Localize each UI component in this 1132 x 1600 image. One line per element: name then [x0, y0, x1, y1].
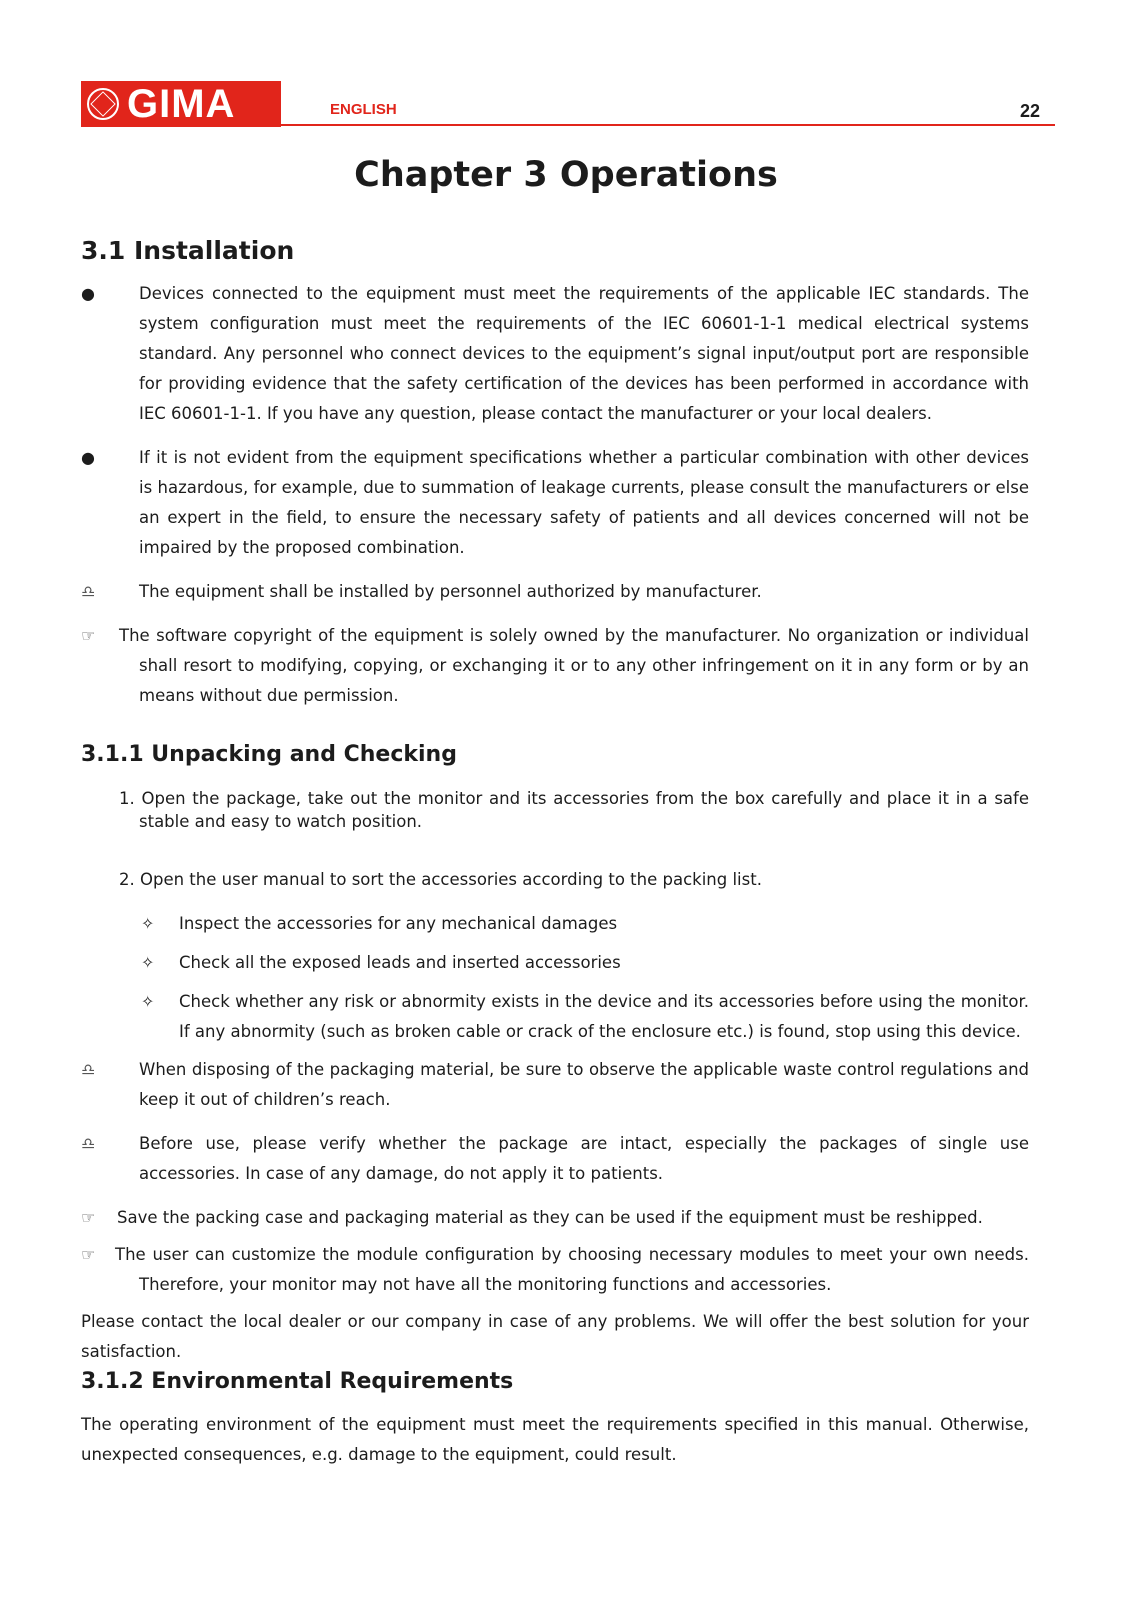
warning-paragraph: Devices connected to the equipment must meet the requirements of the applicable IEC standards. The system configuration must meet the requirements of the IEC 60601-1-1 medical electrical systems standard. Any personnel who connect devices to the equipment’s signal input/output port are responsible for providing evidence that the safety certification of the devices has been performed in accordance with IEC 60601-1-1. If you have any question, please contact the manufacturer or your local dealers.: [139, 284, 1029, 423]
caution-paragraph: When disposing of the packaging material, be sure to observe the applicable waste control regulations and keep it out of children’s reach.: [139, 1060, 1029, 1109]
page-number: 22: [1020, 101, 1041, 121]
caution-paragraph: Before use, please verify whether the package are intact, especially the packages of single use accessories. In case of any damage, do not apply it to patients.: [139, 1134, 1029, 1183]
caution-paragraph: The equipment shall be installed by personnel authorized by manufacturer.: [139, 582, 762, 601]
header-rule: [281, 124, 1055, 126]
section-heading-environment: 3.1.2 Environmental Requirements: [81, 1369, 514, 1394]
contact-paragraph: Please contact the local dealer or our company in case of any problems. We will offer the best solution for your satisfaction.: [81, 1312, 1029, 1361]
section-heading-installation: 3.1 Installation: [81, 236, 295, 265]
environment-paragraph: The operating environment of the equipment must meet the requirements specified in this manual. Otherwise, unexpected consequences, e.g. damage to the equipment, could result.: [81, 1415, 1029, 1464]
gima-logo: [81, 81, 281, 127]
diamond-star-icon: ✧: [141, 914, 155, 933]
caution-bell-icon: ♎: [81, 582, 96, 601]
language-label: ENGLISH: [330, 101, 397, 118]
note-pointing-hand-icon: ☞: [81, 626, 96, 645]
note-pointing-hand-icon: ☞: [81, 1208, 96, 1227]
step-item: 1. Open the package, take out the monitor and its accessories from the box carefully and place it in a safe stable and easy to watch position.: [119, 789, 1029, 831]
caution-bell-icon: ♎: [81, 1134, 96, 1153]
caution-bell-icon: ♎: [81, 1060, 96, 1079]
note-paragraph: The user can customize the module configuration by choosing necessary modules to meet your own needs. Therefore, your monitor may not have all the monitoring functions and accessories.: [115, 1245, 1029, 1294]
step-item: 2. Open the user manual to sort the accessories according to the packing list.: [119, 870, 762, 889]
logo-wordmark: GIMA: [127, 82, 236, 126]
note-pointing-hand-icon: ☞: [81, 1245, 96, 1264]
check-item: Inspect the accessories for any mechanical damages: [179, 914, 618, 933]
warning-bomb-icon: ●: [81, 448, 95, 467]
chapter-title: Chapter 3 Operations: [354, 155, 778, 195]
warning-paragraph: If it is not evident from the equipment specifications whether a particular combination with other devices is hazardous, for example, due to summation of leakage currents, please consult the manufacturers or else an expert in the field, to ensure the necessary safety of patients and all devices concerned will not be impaired by the proposed combination.: [139, 448, 1029, 557]
gima-emblem-icon: [87, 88, 119, 120]
warning-bomb-icon: ●: [81, 284, 95, 303]
note-paragraph: The software copyright of the equipment is solely owned by the manufacturer. No organization or individual shall resort to modifying, copying, or exchanging it or to any other infringement on it in any form or by an means without due permission.: [119, 626, 1029, 705]
diamond-star-icon: ✧: [141, 953, 155, 972]
section-heading-unpacking: 3.1.1 Unpacking and Checking: [81, 742, 457, 767]
check-item: Check all the exposed leads and inserted accessories: [179, 953, 621, 972]
diamond-star-icon: ✧: [141, 992, 155, 1011]
check-item: Check whether any risk or abnormity exists in the device and its accessories before using the monitor. If any abnormity (such as broken cable or crack of the enclosure etc.) is found, stop using this device.: [179, 992, 1029, 1041]
note-paragraph: Save the packing case and packaging material as they can be used if the equipment must be reshipped.: [117, 1208, 983, 1227]
